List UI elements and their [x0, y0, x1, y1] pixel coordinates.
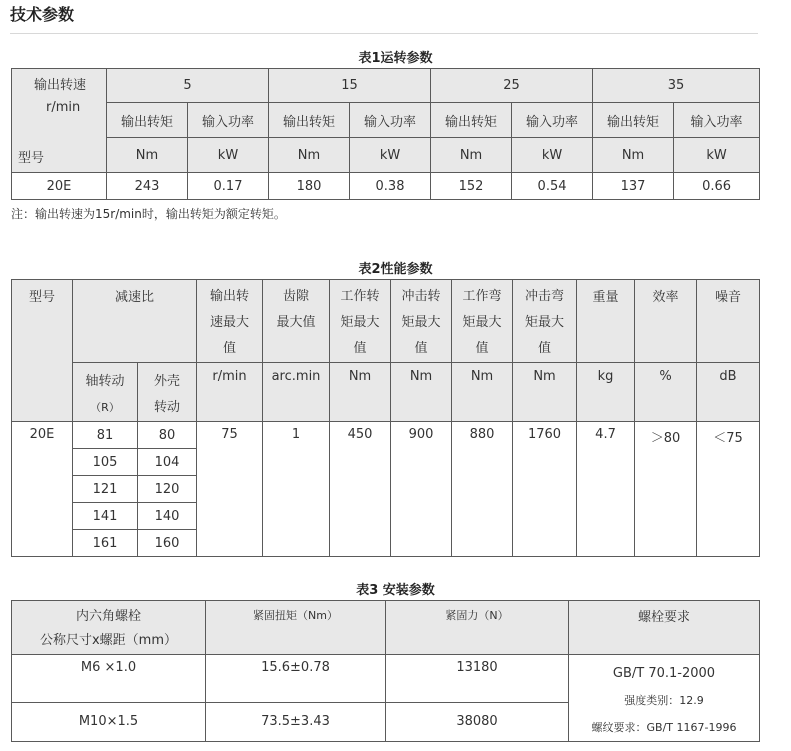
ratio-cell: 161 — [73, 530, 138, 557]
shaft-rotation-header: 轴转动 （R） — [73, 363, 138, 422]
torque-unit: Nm — [269, 138, 350, 173]
ratio-cell: 160 — [138, 530, 197, 557]
torque-unit: Nm — [107, 138, 188, 173]
table1 — [11, 68, 760, 200]
value-cell: 0.17 — [188, 173, 269, 200]
table2 — [11, 279, 760, 557]
torque-unit: Nm — [431, 138, 512, 173]
power-unit: kW — [188, 138, 269, 173]
table1-note: 注：输出转速为15r/min时，输出转矩为额定转矩。 — [11, 207, 286, 221]
corner-speed-label: 输出转速 — [34, 78, 87, 93]
torque-header: 输出转矩 — [593, 103, 674, 138]
ratio-cell: 140 — [138, 503, 197, 530]
unit-cell: Nm — [513, 363, 577, 422]
value-cell: 4.7 — [577, 422, 635, 557]
impact-bend-header: 冲击弯 矩最大 值 — [513, 280, 577, 363]
ratio-cell: 105 — [73, 449, 138, 476]
unit-cell: r/min — [197, 363, 263, 422]
unit-cell: Nm — [330, 363, 391, 422]
value-cell: 900 — [391, 422, 452, 557]
power-header: 输入功率 — [674, 103, 760, 138]
backlash-header: 齿隙 最大值 — [263, 280, 330, 363]
value-cell: 1 — [263, 422, 330, 557]
speed-header-5: 5 — [107, 69, 269, 103]
speed-max-header: 输出转 速最大 值 — [197, 280, 263, 363]
torque-header: 紧固扭矩（Nm） — [206, 601, 386, 655]
ratio-cell: 81 — [73, 422, 138, 449]
bolt-cell: M10×1.5 — [12, 702, 206, 741]
value-cell: 880 — [452, 422, 513, 557]
ratio-header: 减速比 — [73, 280, 197, 363]
speed-header-35: 35 — [593, 69, 760, 103]
value-cell: 1760 — [513, 422, 577, 557]
force-cell: 38080 — [386, 702, 569, 741]
value-cell: 0.66 — [674, 173, 760, 200]
efficiency-header: 效率 — [635, 280, 697, 363]
divider — [10, 33, 758, 34]
torque-header: 输出转矩 — [431, 103, 512, 138]
ratio-cell: 121 — [73, 476, 138, 503]
speed-header-25: 25 — [431, 69, 593, 103]
table2-caption: 表2性能参数 — [358, 262, 433, 277]
power-unit: kW — [512, 138, 593, 173]
model-cell: 20E — [12, 173, 107, 200]
value-cell: 450 — [330, 422, 391, 557]
ratio-cell: 104 — [138, 449, 197, 476]
value-cell: ＜75 — [697, 422, 760, 557]
table1-caption: 表1运转参数 — [358, 51, 433, 66]
speed-header-15: 15 — [269, 69, 431, 103]
ratio-cell: 80 — [138, 422, 197, 449]
work-torque-header: 工作转 矩最大 值 — [330, 280, 391, 363]
work-bend-header: 工作弯 矩最大 值 — [452, 280, 513, 363]
torque-header: 输出转矩 — [107, 103, 188, 138]
value-cell: 137 — [593, 173, 674, 200]
table1-corner — [12, 69, 107, 173]
table-row — [12, 422, 760, 449]
bolt-header: 内六角螺栓 公称尺寸x螺距（mm） — [12, 601, 206, 655]
table3 — [11, 600, 760, 742]
ratio-cell: 120 — [138, 476, 197, 503]
unit-cell: arc.min — [263, 363, 330, 422]
value-cell: 152 — [431, 173, 512, 200]
section-title: 技术参数 — [10, 5, 75, 24]
corner-model-label: 型号 — [18, 151, 45, 166]
table3-caption: 表3 安装参数 — [356, 583, 435, 598]
table-row — [12, 173, 760, 200]
torque-unit: Nm — [593, 138, 674, 173]
unit-cell: Nm — [391, 363, 452, 422]
torque-cell: 73.5±3.43 — [206, 702, 386, 741]
impact-torque-header: 冲击转 矩最大 值 — [391, 280, 452, 363]
table-row — [12, 655, 760, 703]
housing-rotation-header: 外壳 转动 — [138, 363, 197, 422]
value-cell: ＞80 — [635, 422, 697, 557]
power-header: 输入功率 — [512, 103, 593, 138]
value-cell: 75 — [197, 422, 263, 557]
unit-cell: % — [635, 363, 697, 422]
requirement-cell: GB/T 70.1-2000 强度类别：12.9 螺纹要求：GB/T 1167-1996 — [569, 655, 760, 742]
requirement-header: 螺栓要求 — [569, 601, 760, 655]
force-header: 紧固力（N） — [386, 601, 569, 655]
power-unit: kW — [350, 138, 431, 173]
value-cell: 0.54 — [512, 173, 593, 200]
bolt-cell: M6 ×1.0 — [12, 655, 206, 703]
weight-header: 重量 — [577, 280, 635, 363]
model-cell: 20E — [12, 422, 73, 557]
force-cell: 13180 — [386, 655, 569, 703]
noise-header: 噪音 — [697, 280, 760, 363]
power-unit: kW — [674, 138, 760, 173]
power-header: 输入功率 — [188, 103, 269, 138]
torque-cell: 15.6±0.78 — [206, 655, 386, 703]
unit-cell: dB — [697, 363, 760, 422]
power-header: 输入功率 — [350, 103, 431, 138]
model-header: 型号 — [12, 280, 73, 422]
value-cell: 180 — [269, 173, 350, 200]
ratio-cell: 141 — [73, 503, 138, 530]
unit-cell: kg — [577, 363, 635, 422]
value-cell: 0.38 — [350, 173, 431, 200]
unit-cell: Nm — [452, 363, 513, 422]
value-cell: 243 — [107, 173, 188, 200]
corner-unit-label: r/min — [46, 100, 81, 115]
torque-header: 输出转矩 — [269, 103, 350, 138]
